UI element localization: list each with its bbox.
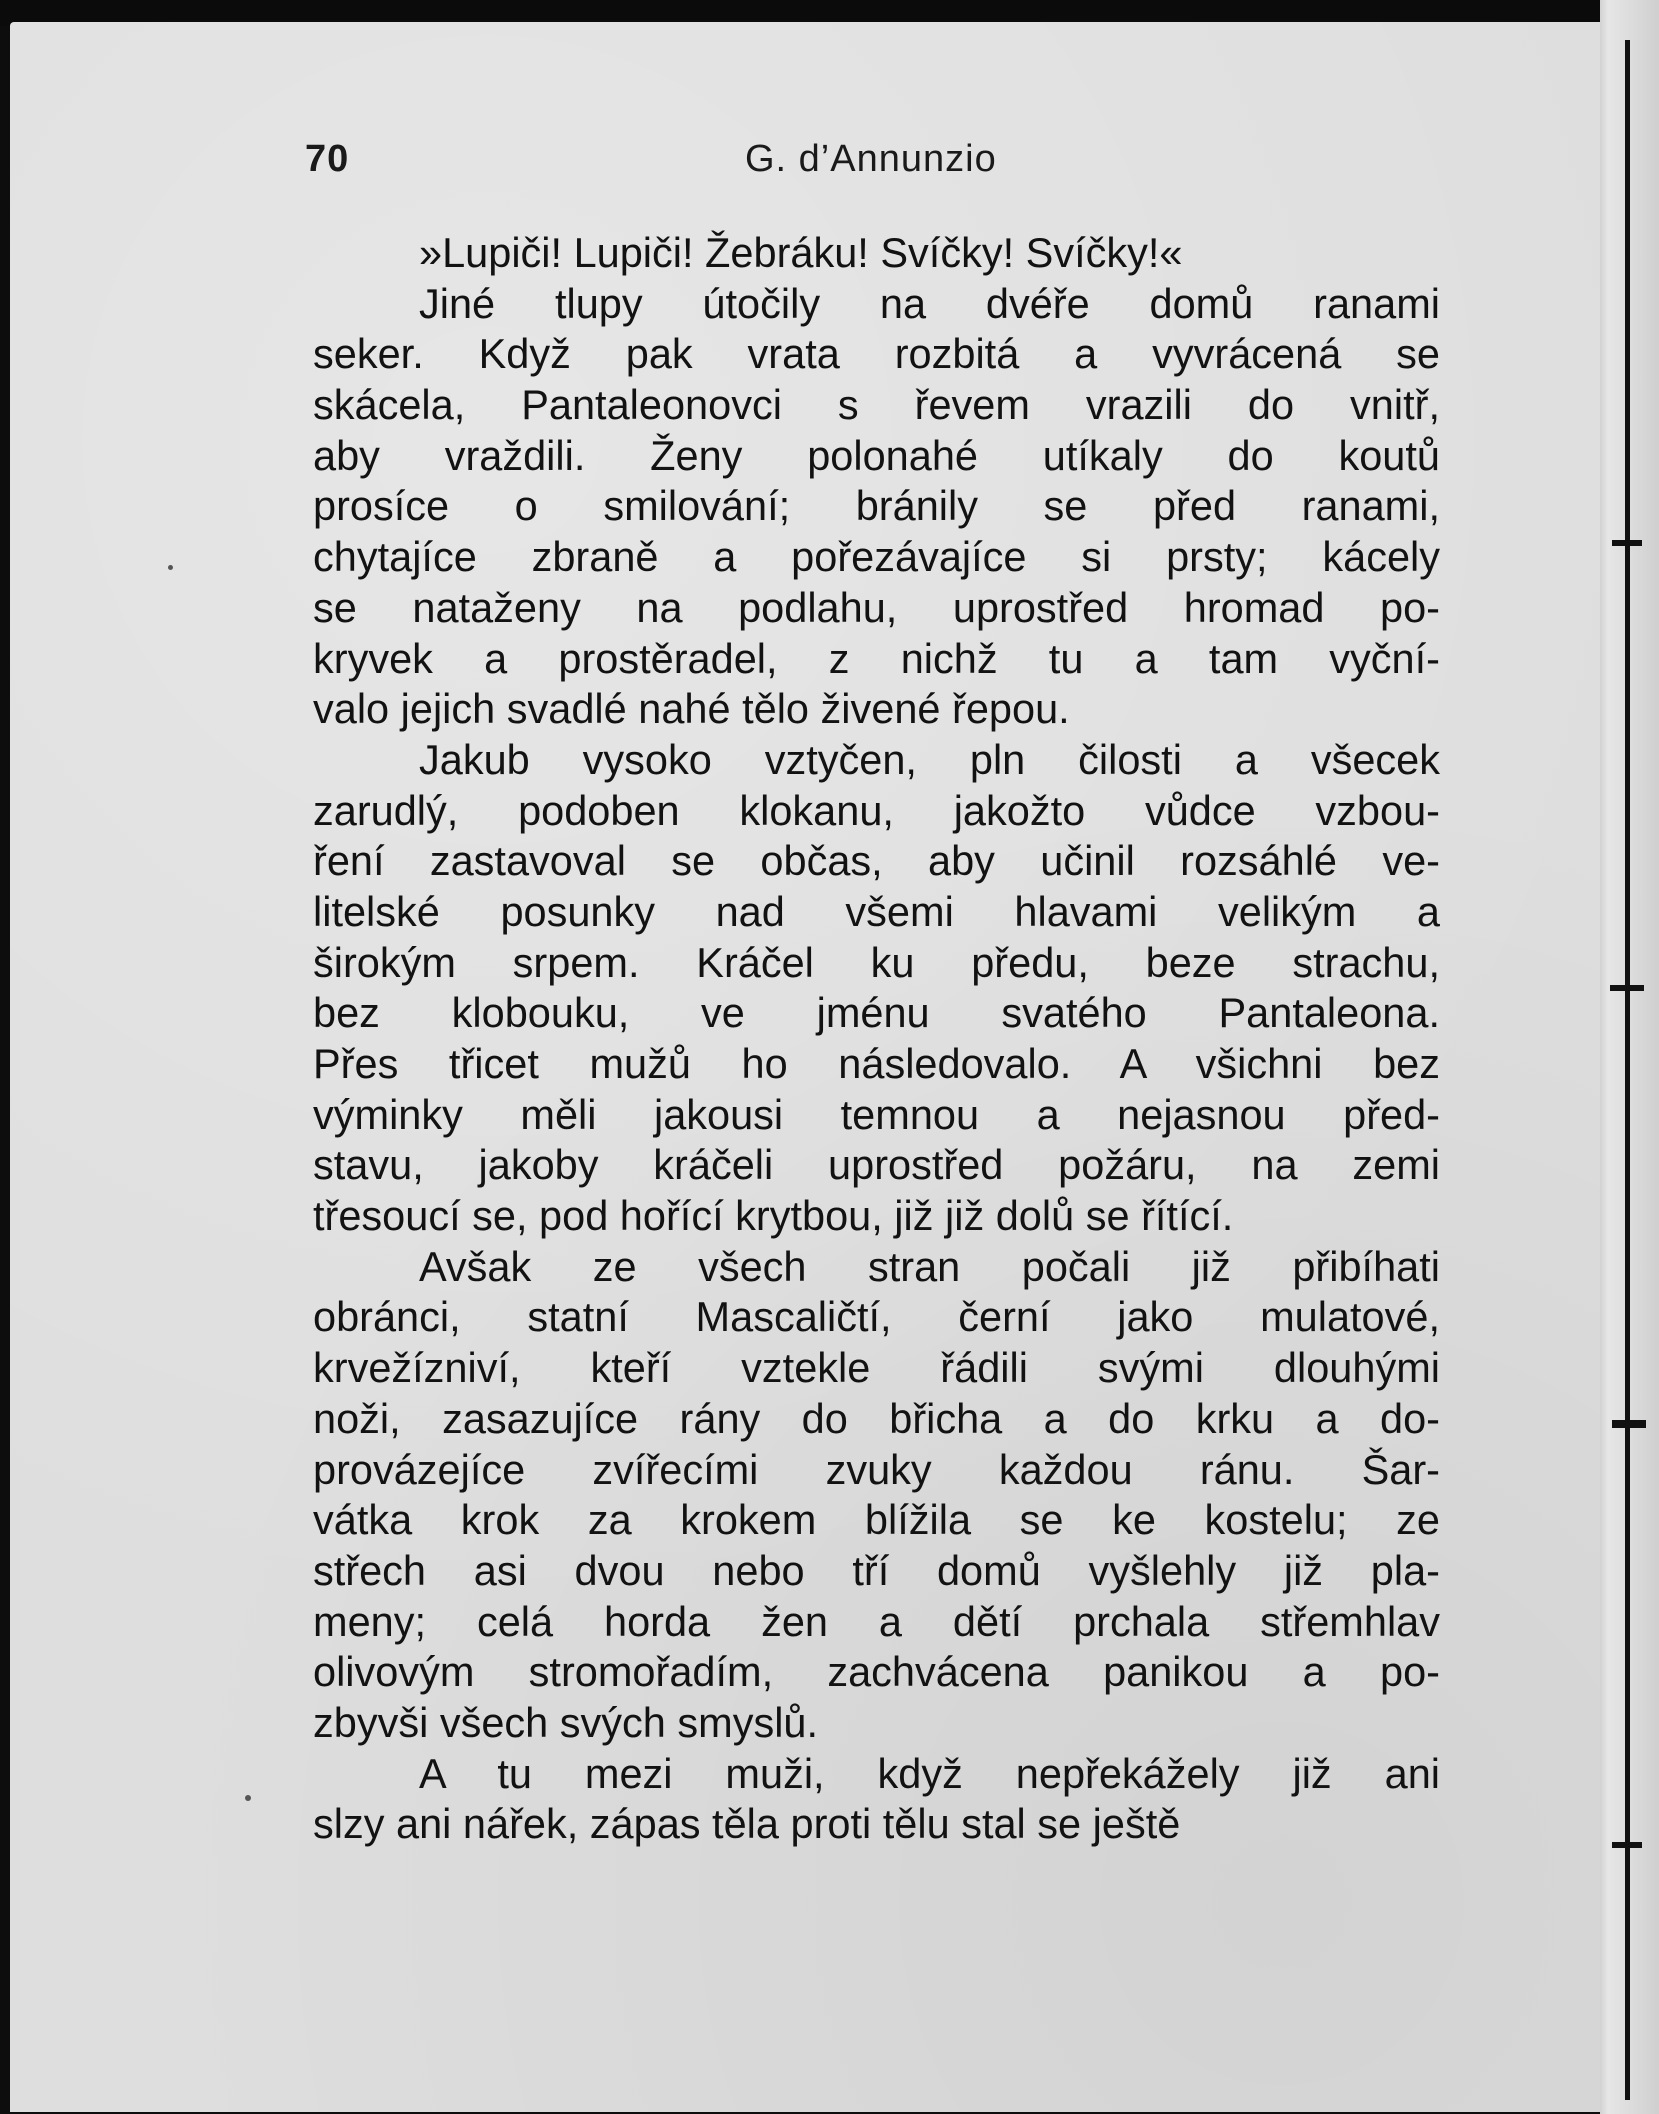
text-line: zarudlý, podoben klokanu, jakožto vůdce vzbou- bbox=[313, 786, 1440, 834]
paragraph bbox=[313, 279, 1440, 735]
text-line: olivovým stromořadím, zachvácena panikou a po- bbox=[313, 1648, 1440, 1696]
text-line: Jiné tlupy útočily na dvéře domů ranami bbox=[419, 279, 1440, 327]
text-line: Jakub vysoko vztyčen, pln čilosti a všecek bbox=[419, 735, 1440, 783]
paragraph bbox=[313, 1749, 1440, 1850]
text-line: se nataženy na podlahu, uprostřed hromad po- bbox=[313, 583, 1440, 631]
binding-mark bbox=[1612, 1842, 1642, 1848]
text-line: střech asi dvou nebo tří domů vyšlehly již pla- bbox=[313, 1546, 1440, 1594]
text-line: Přes třicet mužů ho následovalo. A všichni bez bbox=[313, 1040, 1440, 1087]
text-line: obránci, statní Mascaličtí, černí jako mulatové, bbox=[313, 1293, 1440, 1341]
paragraph bbox=[313, 228, 1440, 279]
text-line: bez klobouku, ve jménu svatého Pantaleona. bbox=[313, 989, 1440, 1037]
text-line: noži, zasazujíce rány do břicha a do krku a do- bbox=[313, 1394, 1440, 1442]
text-line: stavu, jakoby kráčeli uprostřed požáru, na zemi bbox=[313, 1141, 1440, 1189]
text-line: třesoucí se, pod hořící krytbou, již již dolů se řítící. bbox=[313, 1192, 1234, 1240]
text-line: aby vraždili. Ženy polonahé utíkaly do koutů bbox=[313, 431, 1440, 479]
text-line: meny; celá horda žen a dětí prchala střemhlav bbox=[313, 1597, 1440, 1645]
body-text bbox=[313, 228, 1440, 1850]
text-line: chytajíce zbraně a pořezávajíce si prsty; kácely bbox=[313, 533, 1440, 581]
text-line: ření zastavoval se občas, aby učinil rozsáhlé ve- bbox=[313, 837, 1440, 885]
text-line: Avšak ze všech stran počali již přibíhati bbox=[419, 1242, 1440, 1290]
text-line: širokým srpem. Kráčel ku předu, beze strachu, bbox=[313, 938, 1440, 986]
paragraph bbox=[313, 735, 1440, 1242]
binding-mark bbox=[1610, 985, 1644, 991]
text-line: kryvek a prostěradel, z nichž tu a tam vyční- bbox=[313, 634, 1440, 682]
running-head-author: G. d’Annunzio bbox=[745, 138, 997, 180]
binding-mark bbox=[1612, 540, 1642, 546]
binding-line bbox=[1625, 40, 1630, 2100]
paper-speck bbox=[245, 1795, 251, 1801]
text-line: výminky měli jakousi temnou a nejasnou před- bbox=[313, 1090, 1440, 1138]
text-line: slzy ani nářek, zápas těla proti tělu stal se ještě bbox=[313, 1800, 1181, 1848]
text-line: provázejíce zvířecími zvuky každou ránu. Šar- bbox=[313, 1445, 1440, 1493]
text-line: zbyvši všech svých smyslů. bbox=[313, 1698, 819, 1746]
text-line: »Lupiči! Lupiči! Žebráku! Svíčky! Svíčky!« bbox=[419, 229, 1183, 276]
paragraph bbox=[313, 1242, 1440, 1749]
text-line: litelské posunky nad všemi hlavami velikým a bbox=[313, 887, 1440, 935]
page-number: 70 bbox=[305, 138, 350, 180]
text-line: skácela, Pantaleonovci s řevem vrazili do vnitř, bbox=[313, 381, 1440, 429]
text-line: valo jejich svadlé nahé tělo živené řepou. bbox=[313, 685, 1070, 733]
text-line: krvežízniví, kteří vztekle řádili svými dlouhými bbox=[313, 1344, 1440, 1392]
text-line: A tu mezi muži, když nepřekážely již ani bbox=[419, 1749, 1440, 1797]
text-line: prosíce o smilování; bránily se před ranami, bbox=[313, 482, 1440, 530]
running-head bbox=[0, 138, 1659, 188]
text-line: vátka krok za krokem blížila se ke kostelu; ze bbox=[313, 1496, 1440, 1544]
paper-speck bbox=[168, 565, 173, 570]
binding-mark bbox=[1612, 1420, 1646, 1428]
text-line: seker. Když pak vrata rozbitá a vyvrácená se bbox=[313, 330, 1440, 378]
